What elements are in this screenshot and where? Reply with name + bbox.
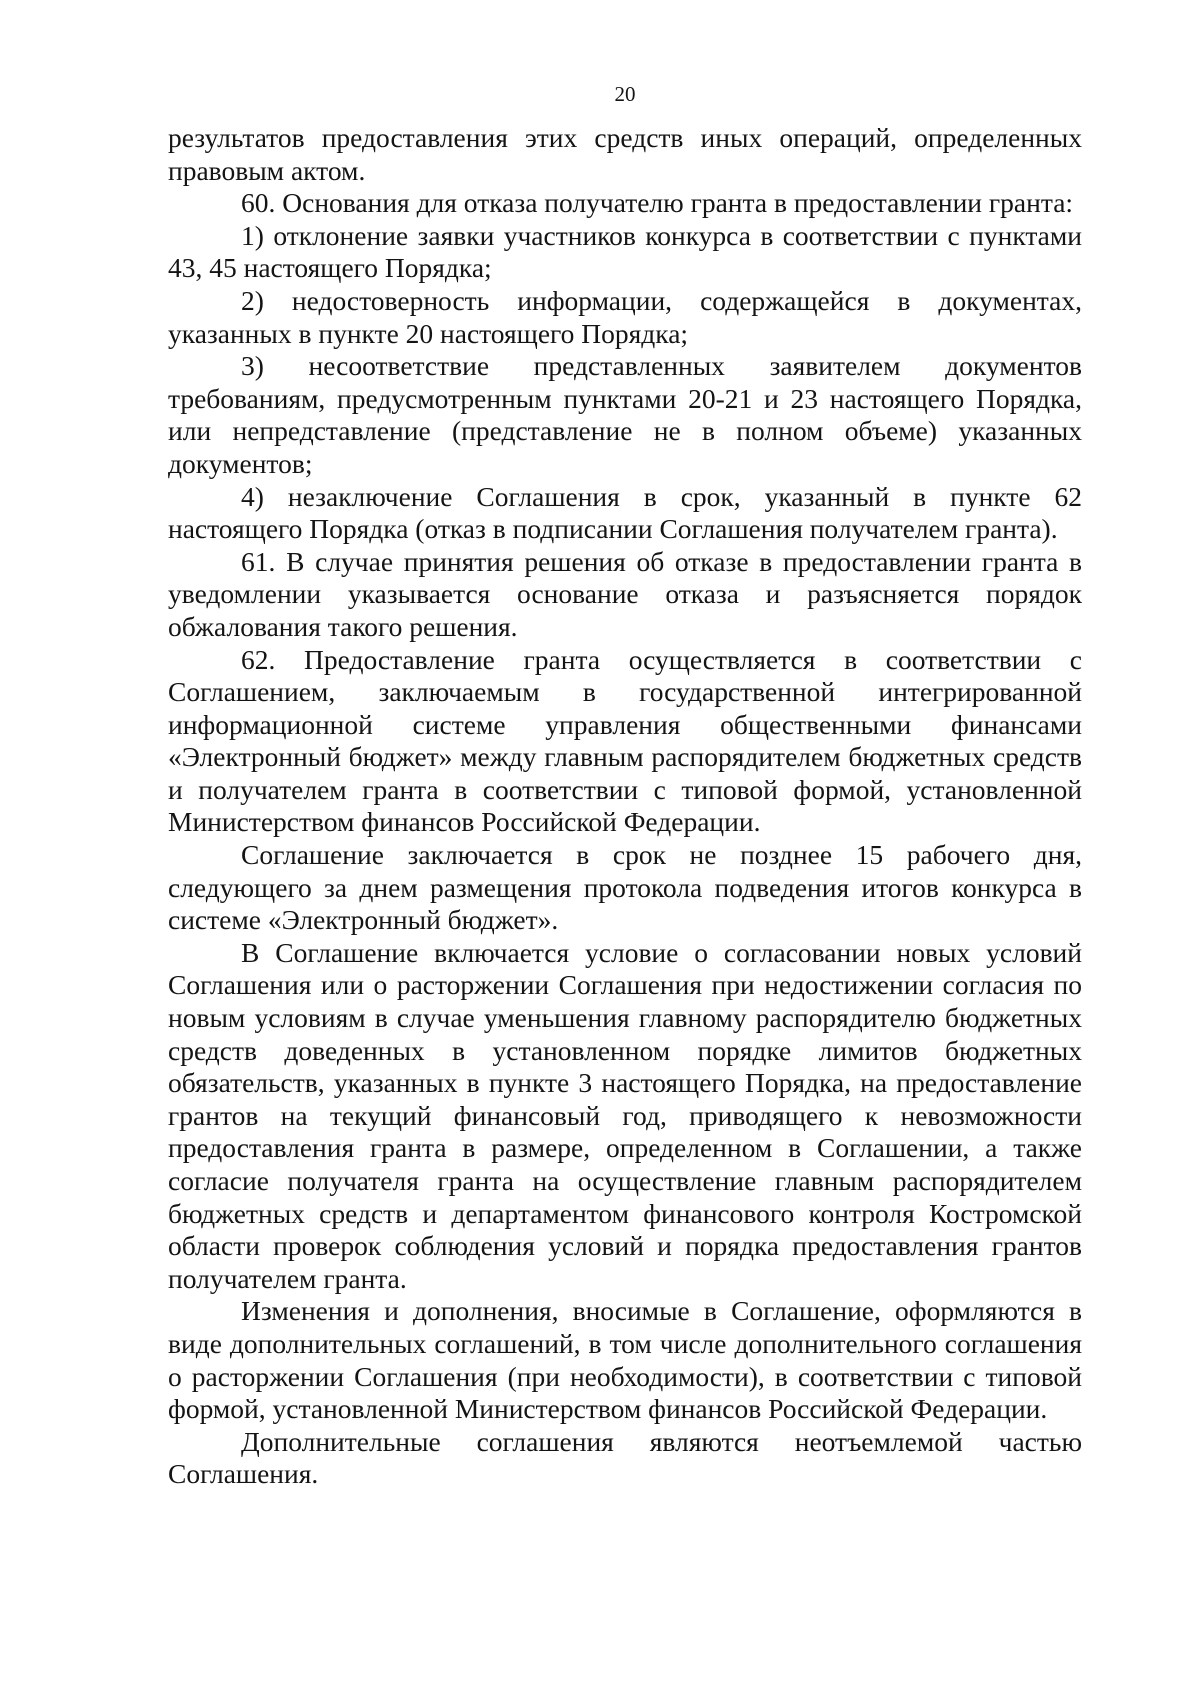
paragraph-subitem-1: 1) отклонение заявки участников конкурса в соответствии с пунктами 43, 45 настоящего Порядка; [168, 219, 1082, 284]
paragraph-additional-agreements: Дополнительные соглашения являются неотъемлемой частью Соглашения. [168, 1425, 1082, 1490]
paragraph-continuation: результатов предоставления этих средств иных операций, определенных правовым актом. [168, 122, 1082, 186]
paragraph-subitem-3: 3) несоответствие представленных заявителем документов требованиям, предусмотренным пунктами 20-21 и 23 настоящего Порядка, или непредставление (представление не в полном объеме) указанных документов; [168, 350, 1082, 479]
paragraph-item-61: 61. В случае принятия решения об отказе в предоставлении гранта в уведомлении указывается основание отказа и разъясняется порядок обжалования такого решения. [168, 545, 1082, 642]
paragraph-item-62: 62. Предоставление гранта осуществляется в соответствии с Соглашением, заключаемым в государственной интегрированной информационной системе управления общественными финансами «Электронный бюджет» между главным распорядителем бюджетных средств и получателем гранта в соответствии с типовой формой, установленной Министерством финансов Российской Федерации. [168, 643, 1082, 838]
paragraph-item-60: 60. Основания для отказа получателю гранта в предоставлении гранта: [241, 187, 1074, 219]
page-number: 20 [614, 82, 636, 106]
paragraph-agreement-conditions: В Соглашение включается условие о согласовании новых условий Соглашения или о расторжении Соглашения при недостижении согласия по новым условиям в случае уменьшения главному распорядителю бюджетных средств доведенных в установленном порядке лимитов бюджетных обязательств, указанных в пункте 3 настоящего Порядка, на предоставление грантов на текущий финансовый год, приводящего к невозможности предоставления гранта в размере, определенном в Соглашении, а также согласие получателя гранта на осуществление главным распорядителем бюджетных средств и департаментом финансового контроля Костромской области проверок соблюдения условий и порядка предоставления грантов получателем гранта. [168, 936, 1082, 1294]
document-page [168, 80, 1082, 1491]
paragraph-agreement-term: Соглашение заключается в срок не позднее 15 рабочего дня, следующего за днем размещения протокола подведения итогов конкурса в системе «Электронный бюджет». [168, 839, 1082, 936]
paragraph-agreement-amendments: Изменения и дополнения, вносимые в Соглашение, оформляются в виде дополнительных соглашений, в том числе дополнительного соглашения о расторжении Соглашения (при необходимости), в соответствии с типовой формой, установленной Министерством финансов Российской Федерации. [168, 1295, 1082, 1425]
paragraph-subitem-4: 4) незаключение Соглашения в срок, указанный в пункте 62 настоящего Порядка (отказ в подписании Соглашения получателем гранта). [168, 480, 1082, 545]
paragraph-subitem-2: 2) недостоверность информации, содержащейся в документах, указанных в пункте 20 настоящего Порядка; [168, 284, 1082, 349]
